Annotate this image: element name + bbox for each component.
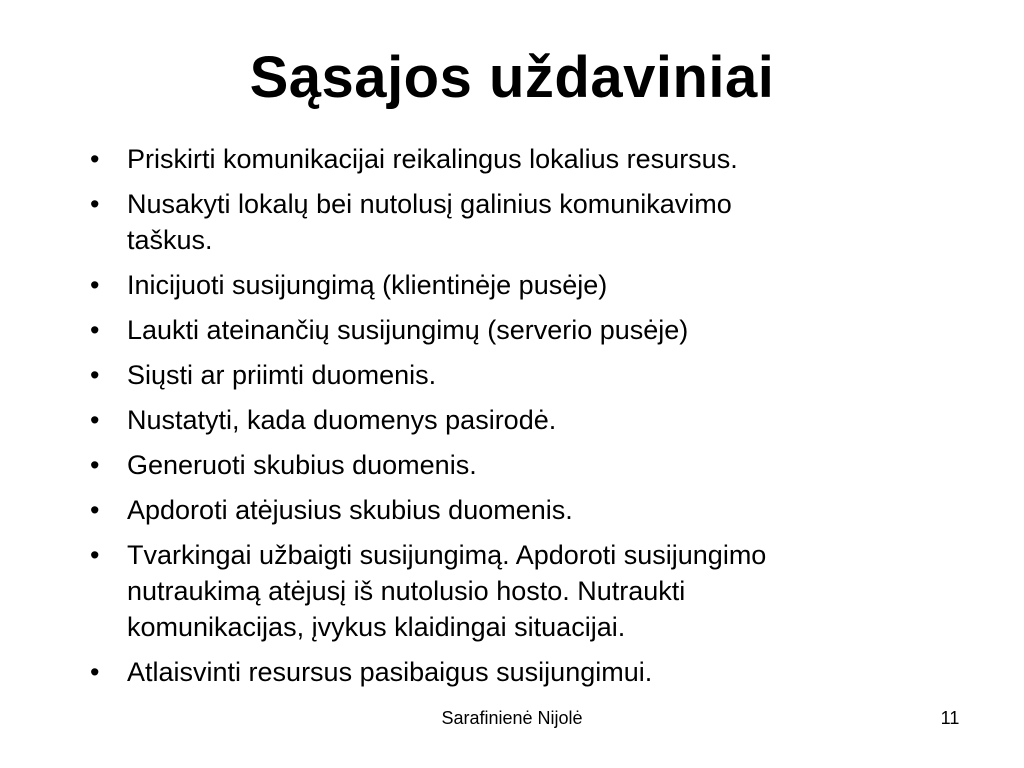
bullet-text: Tvarkingai užbaigti susijungimą. Apdoroti susijungimo nutraukimą atėjusį iš nutolusio hosto. Nutraukti komunikacijas, įvykus klaidingai situacijai. [127,540,767,642]
bullet-icon: • [90,405,100,435]
list-item [90,654,970,690]
list-item [90,267,970,303]
bullet-text: Priskirti komunikacijai reikalingus lokalius resursus. [127,144,738,174]
bullet-icon: • [90,540,100,570]
bullet-text: Inicijuoti susijungimą (klientinėje pusėje) [127,270,608,300]
slide-title: Sąsajos uždaviniai [249,45,775,110]
list-item [90,537,970,645]
bullet-icon: • [90,450,100,480]
bullet-text: Apdoroti atėjusius skubius duomenis. [127,495,573,525]
bullet-icon: • [90,189,100,219]
list-item [90,492,970,528]
bullet-text: Nustatyti, kada duomenys pasirodė. [127,405,557,435]
page-number: 11 [940,708,960,728]
list-item [90,312,970,348]
bullet-icon: • [90,657,100,687]
bullet-icon: • [90,144,100,174]
list-item [90,402,970,438]
bullet-text: Siųsti ar priimti duomenis. [127,360,437,390]
bullet-icon: • [90,270,100,300]
bullet-list [90,141,970,699]
bullet-text: Atlaisvinti resursus pasibaigus susijungimui. [127,657,653,687]
bullet-icon: • [90,360,100,390]
footer-author: Sarafinienė Nijolė [441,708,583,728]
bullet-icon: • [90,315,100,345]
list-item [90,141,970,177]
bullet-text: Nusakyti lokalų bei nutolusį galinius komunikavimo taškus. [127,189,732,255]
list-item [90,186,970,258]
bullet-icon: • [90,495,100,525]
bullet-text: Laukti ateinančių susijungimų (serverio pusėje) [127,315,689,345]
list-item [90,357,970,393]
bullet-text: Generuoti skubius duomenis. [127,450,477,480]
list-item [90,447,970,483]
